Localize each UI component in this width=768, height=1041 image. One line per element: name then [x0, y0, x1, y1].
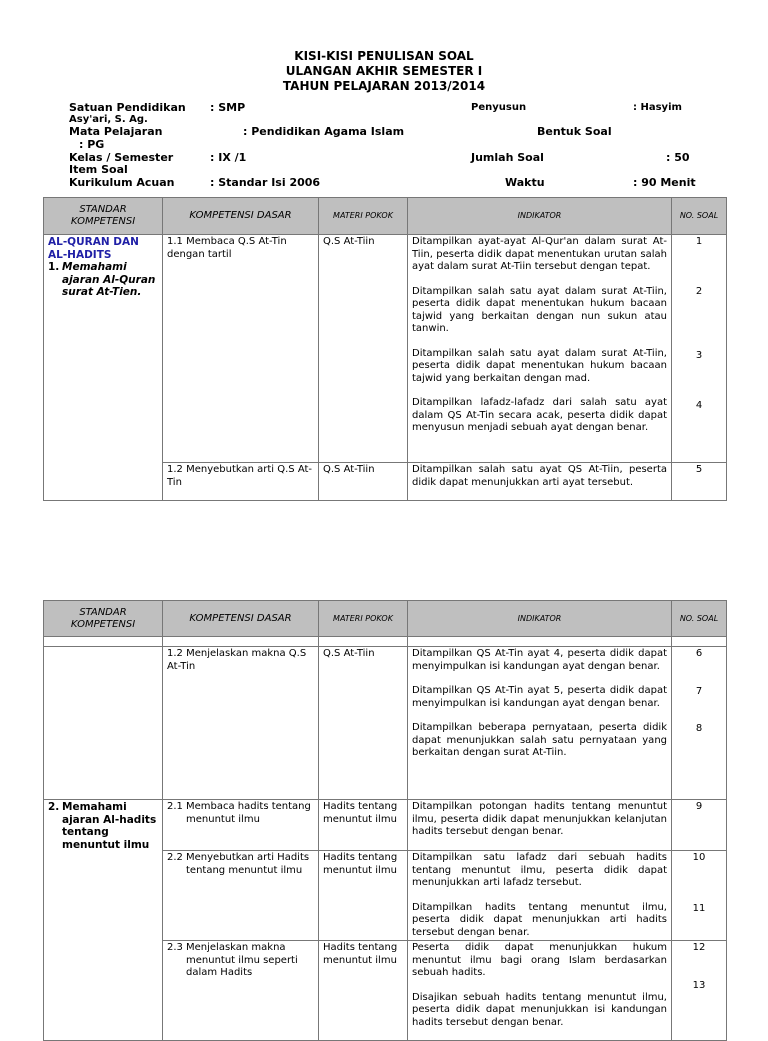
sk-item-text: Memahami ajaran Al-hadits tentang menuntut ilmu [62, 801, 157, 851]
satuan-value: : SMP [210, 101, 246, 114]
header-standar-kompetensi: STANDAR KOMPETENSI [44, 198, 163, 235]
sk-item-number: 2. [48, 801, 60, 813]
no-soal-value: 12 [692, 942, 706, 953]
waktu-value: : 90 Menit [633, 176, 696, 189]
indikator-cell [408, 235, 672, 463]
header-kompetensi-dasar: KOMPETENSI DASAR [163, 198, 319, 235]
sk-cell [44, 235, 163, 501]
no-soal-cell: 9 [672, 800, 727, 851]
header-standar-kompetensi: STANDAR KOMPETENSI [44, 601, 163, 637]
mapel-value: : Pendidikan Agama Islam [243, 125, 405, 138]
materi-cell: Q.S At-Tiin [319, 647, 408, 800]
indikator-item: Ditampilkan ayat-ayat Al-Qur'an dalam surat At-Tiin, peserta didik dapat menentukan urutan salah ayat dalam surat At-Tiin tersebut dengan tepat. [412, 236, 667, 272]
header-no-soal: NO. SOAL [672, 601, 727, 637]
table-row [44, 235, 727, 463]
table-header-row [44, 601, 727, 637]
jumlah-value: : 50 [666, 151, 690, 164]
sk-category-label: AL-QURAN DAN AL-HADITS [48, 236, 139, 261]
indikator-item: Ditampilkan salah satu ayat dalam surat At-Tiin, peserta didik dapat menentukan hukum bacaan tajwid yang berkaitan dengan mad. [412, 347, 667, 384]
sk-cell [44, 800, 163, 1041]
no-soal-cell: 5 [672, 463, 727, 501]
header-indikator: INDIKATOR [408, 601, 672, 637]
kd-number: 2.3 [167, 942, 183, 953]
no-soal-cell [672, 647, 727, 800]
kd-cell [163, 941, 319, 1041]
kelas-value: : IX /1 [210, 151, 247, 164]
table-row [44, 647, 727, 800]
item-wrap: Item Soal [69, 163, 128, 176]
kd-cell: 1.2 Menjelaskan makna Q.S At-Tin [163, 647, 319, 800]
indikator-item: Disajikan sebuah hadits tentang menuntut ilmu, peserta didik dapat menunjukkan isi kandungan hadits tersebut dengan benar. [412, 991, 667, 1028]
waktu-label: Waktu [505, 176, 545, 189]
no-soal-cell [672, 941, 727, 1041]
kisi-table-2 [43, 600, 727, 1041]
kelas-label: Kelas / Semester [69, 151, 174, 164]
mapel-label: Mata Pelajaran [69, 125, 163, 138]
no-soal-value: 8 [695, 723, 703, 734]
no-soal-value: 1 [695, 236, 703, 247]
indikator-item: Peserta didik dapat menunjukkan hukum menuntut ilmu bagi orang Islam berdasarkan sebuah hadits. [412, 942, 667, 978]
indikator-cell [408, 941, 672, 1041]
kd-number: 2.1 [167, 801, 183, 812]
no-soal-value: 7 [695, 686, 703, 697]
no-soal-value: 2 [695, 286, 703, 297]
sk-item-number: 1. [48, 261, 60, 273]
indikator-item: Ditampilkan QS At-Tin ayat 5, peserta didik dapat menyimpulkan isi kandungan ayat dengan benar. [412, 685, 667, 709]
satuan-label: Satuan Pendidikan [69, 101, 186, 114]
spacer-row [44, 637, 727, 647]
header-kompetensi-dasar: KOMPETENSI DASAR [163, 601, 319, 637]
header-indikator: INDIKATOR [408, 198, 672, 235]
table-header-row [44, 198, 727, 235]
no-soal-cell [672, 851, 727, 941]
materi-cell: Hadits tentang menuntut ilmu [319, 800, 408, 851]
no-soal-value: 13 [692, 980, 706, 991]
kd-cell: 1.1 Membaca Q.S At-Tin dengan tartil [163, 235, 319, 463]
kd-cell [163, 851, 319, 941]
jumlah-label: Jumlah Soal [471, 151, 544, 164]
indikator-item: Ditampilkan hadits tentang menuntut ilmu, peserta didik dapat menunjukkan arti hadits tersebut dengan benar. [412, 901, 667, 938]
doc-title-line-3: TAHUN PELAJARAN 2013/2014 [282, 79, 486, 93]
doc-title-line-2: ULANGAN AKHIR SEMESTER I [285, 64, 483, 78]
kd-text: Menjelaskan makna menuntut ilmu seperti dalam Hadits [186, 942, 298, 978]
indikator-item: Ditampilkan beberapa pernyataan, peserta didik dapat menunjukkan salah satu pernyataan yang berkaitan dengan surat At-Tiin. [412, 722, 667, 758]
indikator-item: Ditampilkan satu lafadz dari sebuah hadits tentang menuntut ilmu, peserta didik dapat menunjukkan arti lafadz tersebut. [412, 852, 667, 888]
kd-number: 2.2 [167, 852, 183, 863]
sk-item-2 [48, 801, 158, 851]
no-soal-value: 11 [692, 903, 706, 914]
bentuk-label: Bentuk Soal [537, 125, 612, 138]
materi-cell: Hadits tentang menuntut ilmu [319, 941, 408, 1041]
materi-cell: Hadits tentang menuntut ilmu [319, 851, 408, 941]
indikator-cell: Ditampilkan salah satu ayat QS At-Tiin, peserta didik dapat menunjukkan arti ayat tersebut. [408, 463, 672, 501]
header-materi-pokok: MATERI POKOK [319, 198, 408, 235]
kd-cell: 1.2 Menyebutkan arti Q.S At-Tin [163, 463, 319, 501]
header-no-soal: NO. SOAL [672, 198, 727, 235]
penyusun-wrap: Asy'ari, S. Ag. [69, 114, 148, 125]
materi-cell: Q.S At-Tiin [319, 463, 408, 501]
kd-text: Menyebutkan arti Hadits tentang menuntut ilmu [186, 852, 310, 876]
indikator-item: Ditampilkan QS At-Tin ayat 4, peserta didik dapat menyimpulkan isi kandungan ayat dengan benar. [412, 648, 667, 672]
bentuk-wrap: : PG [79, 138, 105, 151]
indikator-item: Ditampilkan salah satu ayat dalam surat At-Tiin, peserta didik dapat menentukan hukum bacaan tajwid yang berkaitan dengan nun sukun atau tanwin. [412, 285, 667, 334]
materi-cell: Q.S At-Tiin [319, 235, 408, 463]
sk-item-text: Memahami ajaran Al-Quran surat At-Tien. [62, 261, 156, 298]
kurikulum-label: Kurikulum Acuan [69, 176, 175, 189]
indikator-cell [408, 647, 672, 800]
no-soal-value: 6 [695, 648, 703, 659]
kisi-table-1 [43, 197, 727, 501]
penyusun-value: : Hasyim [633, 102, 682, 113]
kd-cell [163, 800, 319, 851]
indikator-cell: Ditampilkan potongan hadits tentang menuntut ilmu, peserta didik dapat menunjukkan kelanjutan hadits tersebut dengan benar. [408, 800, 672, 851]
header-materi-pokok: MATERI POKOK [319, 601, 408, 637]
indikator-cell [408, 851, 672, 941]
penyusun-label: Penyusun [471, 102, 527, 113]
doc-title-line-1: KISI-KISI PENULISAN SOAL [294, 49, 474, 63]
no-soal-value: 3 [695, 350, 703, 361]
sk-cell [44, 647, 163, 800]
kd-text: Membaca hadits tentang menuntut ilmu [186, 801, 311, 825]
kurikulum-value: : Standar Isi 2006 [210, 176, 321, 189]
table-row [44, 800, 727, 851]
indikator-item: Ditampilkan lafadz-lafadz dari salah satu ayat dalam QS At-Tin secara acak, peserta didik dapat menyusun menjadi sebuah ayat dengan benar. [412, 397, 667, 433]
no-soal-cell [672, 235, 727, 463]
sk-item-1 [48, 261, 158, 299]
no-soal-value: 4 [695, 400, 703, 411]
no-soal-value: 10 [692, 852, 706, 863]
